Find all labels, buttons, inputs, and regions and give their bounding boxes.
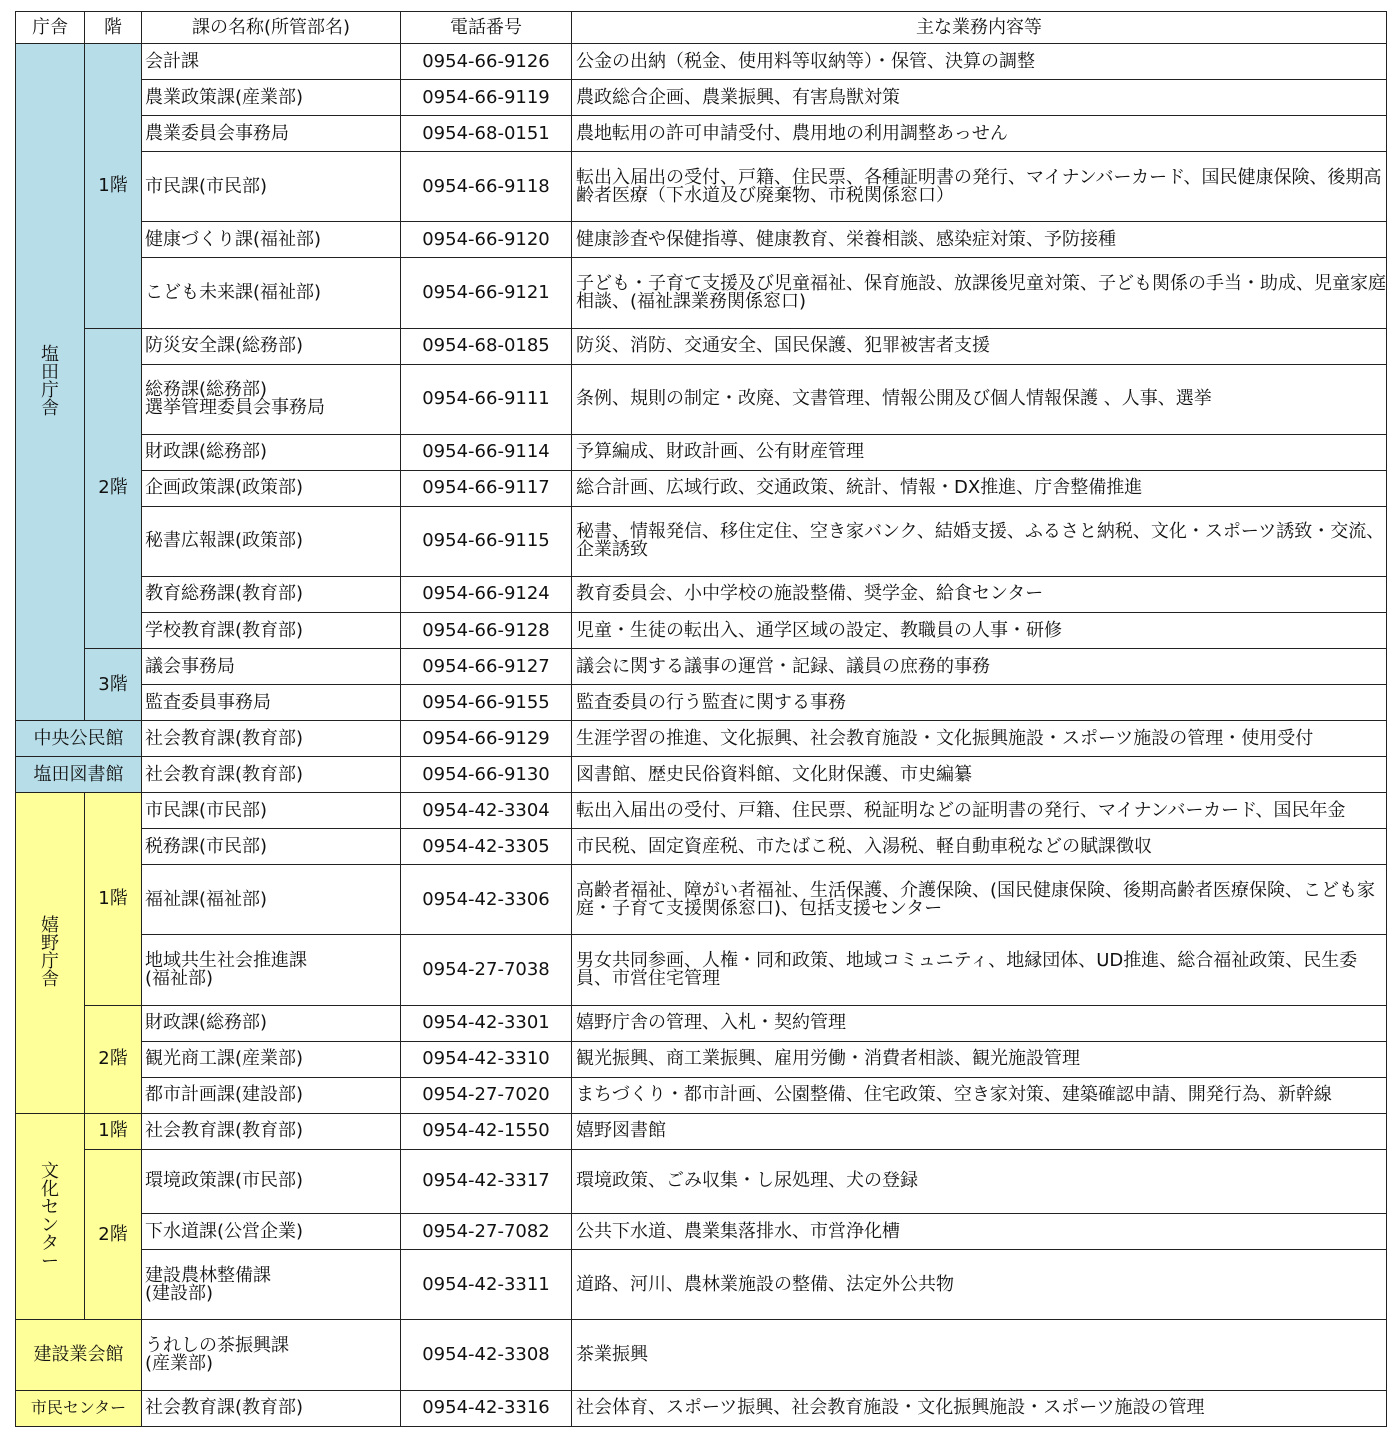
duties-text: 子ども・子育て支援及び児童福祉、保育施設、放課後児童対策、子ども関係の手当・助成、児童家庭相談、(福祉課業務関係窓口) (572, 258, 1387, 328)
phone-number: 0954-42-3304 (401, 793, 572, 829)
duties-text: 観光振興、商工業振興、雇用労働・消費者相談、観光施設管理 (572, 1041, 1387, 1077)
duties-text: 農政総合企画、農業振興、有害鳥獣対策 (572, 80, 1387, 116)
duties-text: 転出入届出の受付、戸籍、住民票、税証明などの証明書の発行、マイナンバーカード、国民年金 (572, 793, 1387, 829)
table-row (16, 222, 1387, 258)
building-label: 塩田庁舎 (41, 344, 59, 420)
dept-name: 企画政策課(政策部) (142, 470, 401, 506)
table-row (16, 328, 1387, 364)
duties-text: 総合計画、広域行政、交通政策、統計、情報・DX推進、庁舎整備推進 (572, 470, 1387, 506)
phone-number: 0954-66-9120 (401, 222, 572, 258)
phone-number: 0954-66-9115 (401, 506, 572, 576)
dept-name: 議会事務局 (142, 649, 401, 685)
building-kensetsu-kaikan: 建設業会館 (16, 1320, 142, 1390)
dept-name: 社会教育課(教育部) (142, 757, 401, 793)
phone-number: 0954-66-9114 (401, 434, 572, 470)
duties-text: 環境政策、ごみ収集・し尿処理、犬の登録 (572, 1149, 1387, 1214)
table-row (16, 1149, 1387, 1214)
floor-label: 3階 (85, 649, 142, 721)
dept-name: うれしの茶振興課 (産業部) (142, 1320, 401, 1390)
floor-label: 2階 (85, 1149, 142, 1320)
phone-number: 0954-66-9118 (401, 152, 572, 222)
duties-text: 高齢者福祉、障がい者福祉、生活保護、介護保険、(国民健康保険、後期高齢者医療保険、こども家庭・子育て支援関係窓口)、包括支援センター (572, 865, 1387, 935)
table-row (16, 576, 1387, 612)
duties-text: 社会体育、スポーツ振興、社会教育施設・文化振興施設・スポーツ施設の管理 (572, 1390, 1387, 1426)
phone-number: 0954-27-7038 (401, 935, 572, 1005)
table-row (16, 935, 1387, 1005)
dept-name: 健康づくり課(福祉部) (142, 222, 401, 258)
dept-name: 社会教育課(教育部) (142, 1113, 401, 1149)
table-row (16, 1320, 1387, 1390)
phone-number: 0954-66-9127 (401, 649, 572, 685)
dept-name: こども未来課(福祉部) (142, 258, 401, 328)
header-duties: 主な業務内容等 (572, 12, 1387, 44)
dept-name: 総務課(総務部) 選挙管理委員会事務局 (142, 364, 401, 434)
table-row (16, 685, 1387, 721)
phone-number: 0954-42-3301 (401, 1005, 572, 1041)
dept-name: 社会教育課(教育部) (142, 1390, 401, 1426)
duties-text: 嬉野図書館 (572, 1113, 1387, 1149)
table-row (16, 116, 1387, 152)
dept-name: 地域共生社会推進課 (福祉部) (142, 935, 401, 1005)
duties-text: 予算編成、財政計画、公有財産管理 (572, 434, 1387, 470)
duties-text: 男女共同参画、人権・同和政策、地域コミュニティ、地縁団体、UD推進、総合福祉政策、民生委員、市営住宅管理 (572, 935, 1387, 1005)
phone-number: 0954-66-9124 (401, 576, 572, 612)
table-row (16, 757, 1387, 793)
dept-name: 財政課(総務部) (142, 1005, 401, 1041)
dept-name: 学校教育課(教育部) (142, 613, 401, 649)
header-phone: 電話番号 (401, 12, 572, 44)
floor-label: 1階 (85, 44, 142, 329)
table-row (16, 793, 1387, 829)
dept-name: 環境政策課(市民部) (142, 1149, 401, 1214)
duties-text: 教育委員会、小中学校の施設整備、奨学金、給食センター (572, 576, 1387, 612)
table-row (16, 649, 1387, 685)
dept-name: 市民課(市民部) (142, 793, 401, 829)
duties-text: 図書館、歴史民俗資料館、文化財保護、市史編纂 (572, 757, 1387, 793)
duties-text: 嬉野庁舎の管理、入札・契約管理 (572, 1005, 1387, 1041)
table-row (16, 1113, 1387, 1149)
dept-name: 農業委員会事務局 (142, 116, 401, 152)
phone-number: 0954-66-9129 (401, 721, 572, 757)
duties-text: 市民税、固定資産税、市たばこ税、入湯税、軽自動車税などの賦課徴収 (572, 829, 1387, 865)
table-row (16, 364, 1387, 434)
phone-number: 0954-27-7020 (401, 1077, 572, 1113)
floor-label: 1階 (85, 793, 142, 1005)
header-building: 庁舎 (16, 12, 85, 44)
phone-number: 0954-68-0151 (401, 116, 572, 152)
phone-number: 0954-66-9117 (401, 470, 572, 506)
phone-number: 0954-42-3316 (401, 1390, 572, 1426)
office-directory-table (15, 11, 1387, 1427)
dept-name: 財政課(総務部) (142, 434, 401, 470)
phone-number: 0954-68-0185 (401, 328, 572, 364)
table-row (16, 829, 1387, 865)
dept-name: 税務課(市民部) (142, 829, 401, 865)
table-row (16, 470, 1387, 506)
phone-number: 0954-42-3317 (401, 1149, 572, 1214)
dept-name: 福祉課(福祉部) (142, 865, 401, 935)
duties-text: 監査委員の行う監査に関する事務 (572, 685, 1387, 721)
table-row (16, 1250, 1387, 1320)
building-label: 嬉野庁舎 (41, 914, 59, 990)
dept-name: 会計課 (142, 44, 401, 80)
phone-number: 0954-42-3306 (401, 865, 572, 935)
table-row (16, 613, 1387, 649)
table-row (16, 865, 1387, 935)
dept-name: 都市計画課(建設部) (142, 1077, 401, 1113)
building-chuo-kominkan: 中央公民館 (16, 721, 142, 757)
phone-number: 0954-66-9155 (401, 685, 572, 721)
table-row (16, 1214, 1387, 1250)
table-row (16, 1390, 1387, 1426)
phone-number: 0954-27-7082 (401, 1214, 572, 1250)
floor-label: 2階 (85, 1005, 142, 1113)
duties-text: 生涯学習の推進、文化振興、社会教育施設・文化振興施設・スポーツ施設の管理・使用受付 (572, 721, 1387, 757)
phone-number: 0954-66-9130 (401, 757, 572, 793)
dept-name: 農業政策課(産業部) (142, 80, 401, 116)
building-shimin-center: 市民センター (16, 1390, 142, 1426)
table-row (16, 506, 1387, 576)
header-row (16, 12, 1387, 44)
duties-text: 健康診査や保健指導、健康教育、栄養相談、感染症対策、予防接種 (572, 222, 1387, 258)
dept-name: 監査委員事務局 (142, 685, 401, 721)
building-ureshino-chousha (16, 793, 85, 1114)
building-shioda-library: 塩田図書館 (16, 757, 142, 793)
dept-name: 社会教育課(教育部) (142, 721, 401, 757)
phone-number: 0954-66-9128 (401, 613, 572, 649)
phone-number: 0954-66-9111 (401, 364, 572, 434)
table-row (16, 152, 1387, 222)
dept-name: 秘書広報課(政策部) (142, 506, 401, 576)
table-row (16, 80, 1387, 116)
duties-text: 茶業振興 (572, 1320, 1387, 1390)
dept-name: 下水道課(公営企業) (142, 1214, 401, 1250)
duties-text: 道路、河川、農林業施設の整備、法定外公共物 (572, 1250, 1387, 1320)
dept-name: 市民課(市民部) (142, 152, 401, 222)
table-row (16, 44, 1387, 80)
table-row (16, 1005, 1387, 1041)
phone-number: 0954-42-3310 (401, 1041, 572, 1077)
floor-label: 1階 (85, 1113, 142, 1149)
phone-number: 0954-66-9126 (401, 44, 572, 80)
phone-number: 0954-66-9119 (401, 80, 572, 116)
duties-text: 議会に関する議事の運営・記録、議員の庶務的事務 (572, 649, 1387, 685)
phone-number: 0954-42-3305 (401, 829, 572, 865)
dept-name: 教育総務課(教育部) (142, 576, 401, 612)
duties-text: 農地転用の許可申請受付、農用地の利用調整あっせん (572, 116, 1387, 152)
duties-text: 防災、消防、交通安全、国民保護、犯罪被害者支援 (572, 328, 1387, 364)
duties-text: 公共下水道、農業集落排水、市営浄化槽 (572, 1214, 1387, 1250)
duties-text: 秘書、情報発信、移住定住、空き家バンク、結婚支援、ふるさと納税、文化・スポーツ誘致・交流、企業誘致 (572, 506, 1387, 576)
table-row (16, 721, 1387, 757)
duties-text: 児童・生徒の転出入、通学区域の設定、教職員の人事・研修 (572, 613, 1387, 649)
phone-number: 0954-42-1550 (401, 1113, 572, 1149)
dept-name: 観光商工課(産業部) (142, 1041, 401, 1077)
table-row (16, 258, 1387, 328)
table-row (16, 434, 1387, 470)
building-shioda-chousha (16, 44, 85, 721)
duties-text: 転出入届出の受付、戸籍、住民票、各種証明書の発行、マイナンバーカード、国民健康保険、後期高齢者医療（下水道及び廃棄物、市税関係窓口） (572, 152, 1387, 222)
phone-number: 0954-66-9121 (401, 258, 572, 328)
building-bunka-center (16, 1113, 85, 1320)
building-label: 文化センター (41, 1160, 59, 1272)
table-row (16, 1041, 1387, 1077)
floor-label: 2階 (85, 328, 142, 649)
duties-text: 条例、規則の制定・改廃、文書管理、情報公開及び個人情報保護 、人事、選挙 (572, 364, 1387, 434)
phone-number: 0954-42-3311 (401, 1250, 572, 1320)
table-row (16, 1077, 1387, 1113)
phone-number: 0954-42-3308 (401, 1320, 572, 1390)
header-floor: 階 (85, 12, 142, 44)
header-department: 課の名称(所管部名) (142, 12, 401, 44)
duties-text: まちづくり・都市計画、公園整備、住宅政策、空き家対策、建築確認申請、開発行為、新幹線 (572, 1077, 1387, 1113)
dept-name: 防災安全課(総務部) (142, 328, 401, 364)
dept-name: 建設農林整備課 (建設部) (142, 1250, 401, 1320)
duties-text: 公金の出納（税金、使用料等収納等）・保管、決算の調整 (572, 44, 1387, 80)
